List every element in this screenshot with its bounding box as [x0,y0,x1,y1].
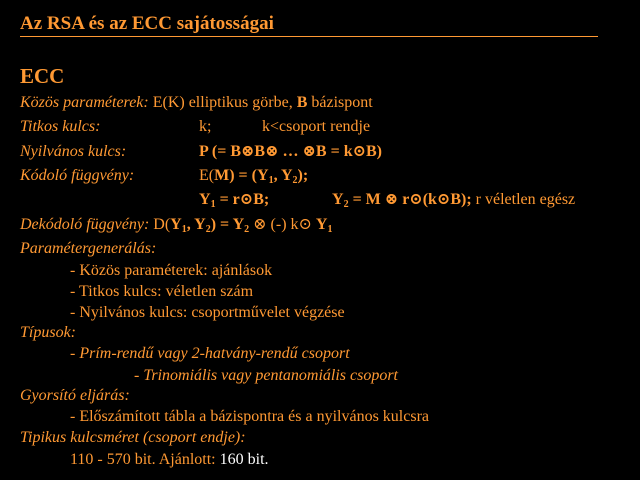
paramgen-item-2: - Titkos kulcs: véletlen szám [70,283,254,300]
dekodolo-part-c: ) = [210,216,233,233]
kulcsmeret-range: 110 - 570 bit. Ajánlott: [70,451,220,468]
dekodolo-part-a: D( [149,216,171,233]
kodolo-part-e: ); [297,167,309,184]
y1-definition [199,191,269,209]
kodolo-part-m: M [214,167,230,184]
titkos-value-a: k; [199,118,212,135]
kulcsmeret-value [70,451,269,469]
kozos-text-b: B [296,94,308,111]
kodolo-part-y2-sub: 2 [292,175,298,186]
y2-def-y: Y [332,191,344,208]
dekodolo-label: Dekódoló függvény: [20,216,150,233]
gyorsito-label: Gyorsító eljárás: [20,387,130,404]
dekodolo-part-d: ⊗ (-) k⊙ [249,216,316,233]
kozos-label: Közös paraméterek: [20,94,149,111]
titkos-value-b: k<csoport rendje [262,118,371,135]
ecc-heading: ECC [20,64,65,88]
dekodolo-part-y1-sub: 1 [181,224,187,235]
kodolo-part-d: , [273,167,281,184]
kodolo-part-a: E( [199,167,215,184]
kodolo-formula [199,167,308,185]
tipusok-item-1: - Prím-rendű vagy 2-hatvány-rendű csoport [70,345,350,362]
y2-def-sub: 2 [343,199,349,210]
titkos-label: Titkos kulcs: [20,118,101,135]
kulcsmeret-label: Tipikus kulcsméret (csoport endje): [20,429,246,446]
gyorsito-item-1: - Előszámított tábla a bázispontra és a nyilvános kulcsra [70,408,429,425]
y1-def-y: Y [199,191,211,208]
kozos-text-a: E(K) elliptikus görbe, [148,94,297,111]
y2-def-rest: = M ⊗ r⊙(k⊙B); [348,191,472,208]
kodolo-part-c: ) = ( [229,167,257,184]
nyilvanos-value: P (= B⊗B⊗ … ⊗B = k⊙B) [199,143,382,160]
dekodolo-part-y2b: Y [232,216,245,233]
row-kozos-parameterek [20,94,373,112]
dekodolo-part-y2-sub: 2 [205,224,211,235]
kulcsmeret-recommended: 160 bit. [219,451,269,468]
dekodolo-part-y1b-sub: 1 [327,224,333,235]
title-underline [20,36,598,37]
dekodolo-part-y1: Y [170,216,182,233]
tipusok-label: Típusok: [20,324,76,341]
slide-title: Az RSA és az ECC sajátosságai [20,13,274,34]
y1-def-rest: = r⊙B; [215,191,270,208]
y2-definition [332,191,575,209]
dekodolo-part-y2b-sub: 2 [244,224,250,235]
kodolo-label: Kódoló függvény: [20,167,135,184]
y1-def-sub: 1 [210,199,216,210]
kozos-text-c: bázispont [307,94,373,111]
tipusok-item-2: - Trinomiális vagy pentanomiális csoport [134,367,398,384]
nyilvanos-label: Nyilvános kulcs: [20,143,127,160]
y2-def-note: r véletlen egész [471,191,576,208]
row-dekodolo [20,216,332,234]
kodolo-part-y2: Y [280,167,293,184]
paramgen-label: Paramétergenerálás: [20,240,157,257]
kodolo-part-y1-sub: 1 [268,175,274,186]
dekodolo-part-y2: Y [194,216,206,233]
dekodolo-part-y1b: Y [315,216,328,233]
kodolo-part-y1: Y [257,167,269,184]
paramgen-item-3: - Nyilvános kulcs: csoportművelet végzése [70,304,345,321]
dekodolo-part-b: , [186,216,195,233]
paramgen-item-1: - Közös paraméterek: ajánlások [70,262,273,279]
